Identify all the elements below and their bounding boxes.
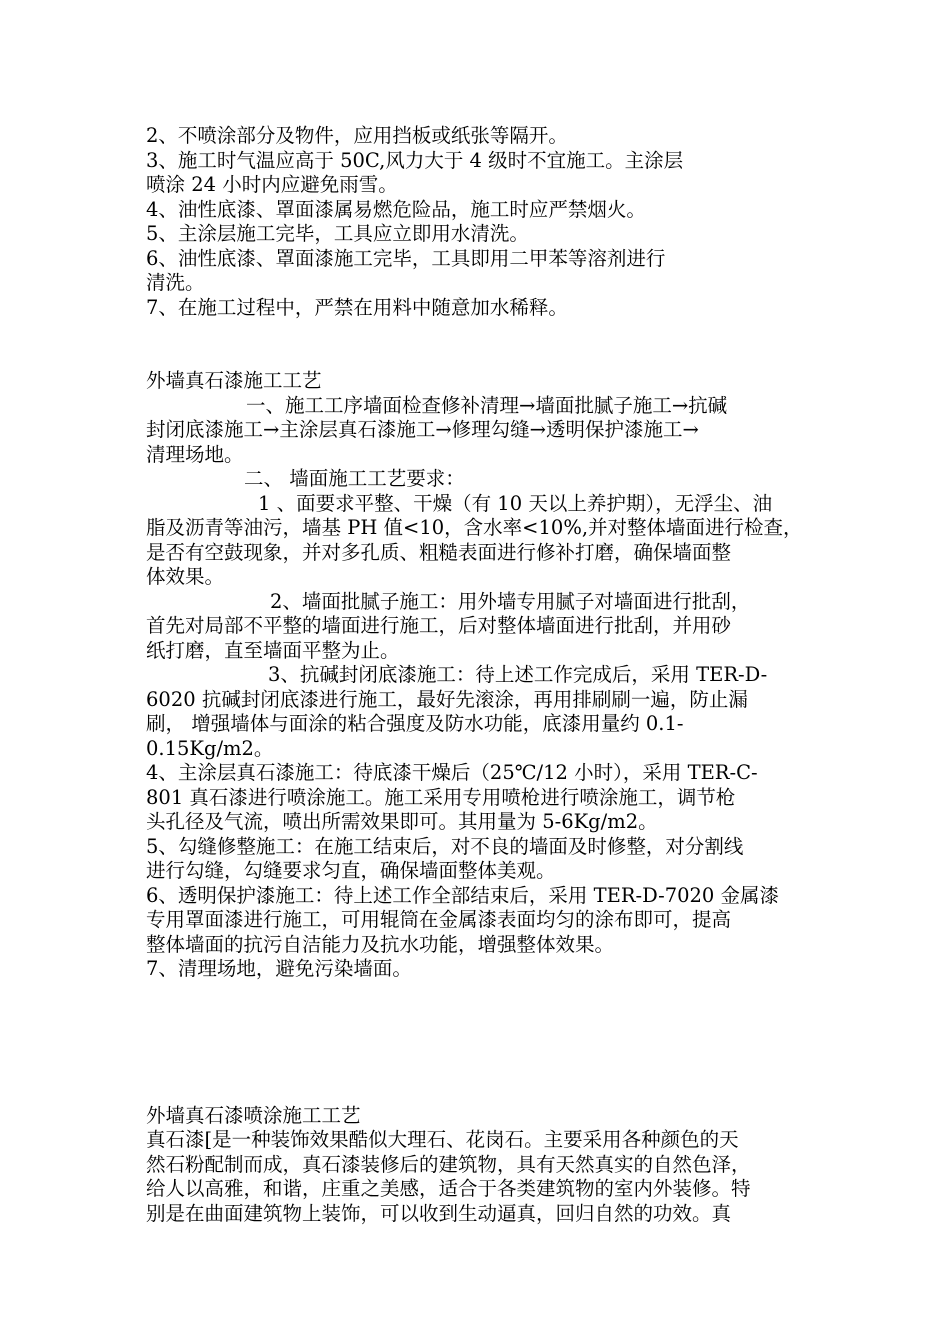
paragraph-line: 6020 抗碱封闭底漆进行施工，最好先滚涂，再用排刷刷一遍，防止漏: [146, 687, 748, 711]
paragraph-line: 脂及沥青等油污，墙基 PH 值<10，含水率<10%,并对整体墙面进行检查，: [146, 516, 803, 539]
text-line: 5、主涂层施工完毕，工具应立即用水清洗。: [146, 222, 529, 245]
paragraph-line: 封闭底漆施工→主涂层真石漆施工→修理勾缝→透明保护漆施工→: [146, 418, 699, 441]
process-section: [146, 369, 814, 982]
document-page: [146, 124, 814, 1226]
text-line: 喷涂 24 小时内应避免雨雪。: [146, 173, 398, 196]
paragraph-line: 头孔径及气流，喷出所需效果即可。其用量为 5-6Kg/m2。: [146, 810, 658, 833]
text-line: 7、在施工过程中，严禁在用料中随意加水稀释。: [146, 295, 568, 319]
spray-section: [146, 1104, 814, 1227]
precautions-list: [146, 124, 814, 320]
paragraph-line: 进行勾缝，勾缝要求匀直，确保墙面整体美观。: [146, 859, 556, 882]
paragraph-line: 7、清理场地，避免污染墙面。: [146, 957, 412, 980]
paragraph-line: 是否有空鼓现象，并对多孔质、粗糙表面进行修补打磨，确保墙面整: [146, 540, 732, 564]
text-line: 清洗。: [146, 271, 205, 294]
paragraph-line: 纸打磨，直至墙面平整为止。: [146, 638, 400, 662]
paragraph-line: 一、施工工序墙面检查修补清理→墙面批腻子施工→抗碱: [246, 393, 728, 417]
paragraph-line: 1 、面要求平整、干燥（有 10 天以上养护期），无浮尘、油: [258, 491, 773, 515]
text-line: 3、施工时气温应高于 50C,风力大于 4 级时不宜施工。主涂层: [146, 148, 684, 172]
paragraph-line: 然石粉配制而成，真石漆装修后的建筑物，具有天然真实的自然色泽，: [146, 1152, 751, 1176]
paragraph-line: 别是在曲面建筑物上装饰，可以收到生动逼真，回归自然的功效。真: [146, 1201, 732, 1225]
paragraph-line: 2、墙面批腻子施工：用外墙专用腻子对墙面进行批刮，: [270, 589, 751, 613]
paragraph-line: 4、主涂层真石漆施工：待底漆干燥后（25℃/12 小时），采用 TER-C-: [146, 761, 758, 784]
paragraph-line: 刷， 增强墙体与面涂的粘合强度及防水功能，底漆用量约 0.1-: [146, 712, 684, 735]
paragraph-line: 6、透明保护漆施工：待上述工作全部结束后，采用 TER-D-7020 金属漆: [146, 883, 780, 907]
paragraph-line: 整体墙面的抗污自洁能力及抗水功能，增强整体效果。: [146, 932, 615, 956]
paragraph-line: 3、抗碱封闭底漆施工：待上述工作完成后，采用 TER-D-: [268, 663, 768, 686]
paragraph-line: 首先对局部不平整的墙面进行施工，后对整体墙面进行批刮，并用砂: [146, 614, 732, 637]
paragraph-line: 清理场地。: [146, 442, 244, 466]
subheading: 二、 墙面施工工艺要求：: [244, 467, 465, 490]
paragraph-line: 801 真石漆进行喷涂施工。施工采用专用喷枪进行喷涂施工，调节枪: [146, 785, 736, 809]
paragraph-line: 0.15Kg/m2。: [146, 736, 274, 760]
section-title: 外墙真石漆施工工艺: [146, 369, 322, 392]
paragraph-line: 给人以高雅，和谐，庄重之美感，适合于各类建筑物的室内外装修。特: [146, 1177, 751, 1200]
text-line: 6、油性底漆、罩面漆施工完毕，工具即用二甲苯等溶剂进行: [146, 246, 666, 270]
text-line: 4、油性底漆、罩面漆属易燃危险品，施工时应严禁烟火。: [146, 197, 646, 221]
text-line: 2、不喷涂部分及物件，应用挡板或纸张等隔开。: [146, 124, 568, 147]
paragraph-line: 体效果。: [146, 565, 225, 588]
paragraph-line: 专用罩面漆进行施工，可用辊筒在金属漆表面均匀的涂布即可，提高: [146, 908, 732, 931]
paragraph-line: 真石漆[是一种装饰效果酷似大理石、花岗石。主要采用各种颜色的天: [146, 1128, 739, 1151]
paragraph-line: 5、勾缝修整施工：在施工结束后，对不良的墙面及时修整，对分割线: [146, 834, 744, 858]
section-title: 外墙真石漆喷涂施工工艺: [146, 1103, 361, 1127]
